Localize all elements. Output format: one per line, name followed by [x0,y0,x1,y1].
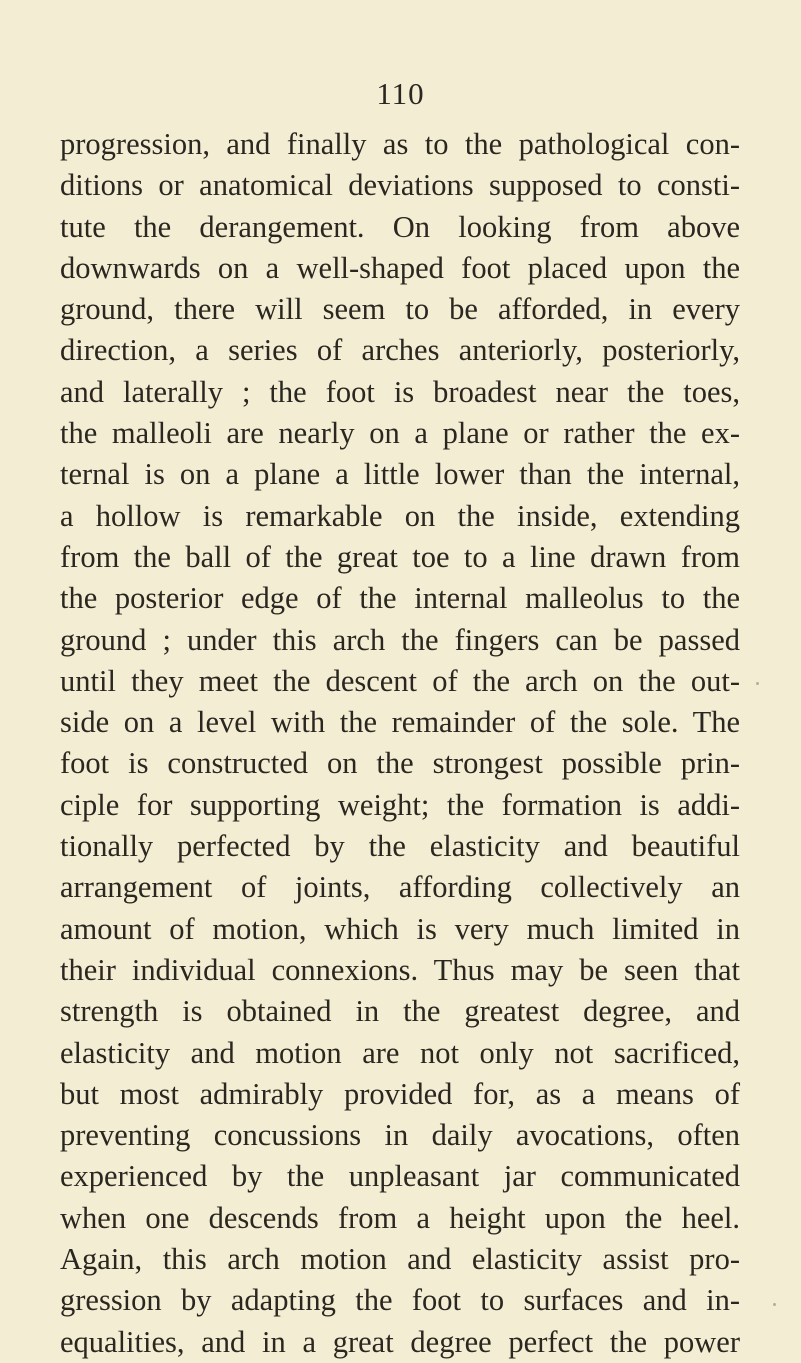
body-text [60,124,740,1363]
text-line: and laterally ; the foot is broadest near the toes, [60,374,740,409]
text-line: amount of motion, which is very much limited in [60,911,740,946]
paper-speck [773,1303,776,1306]
paper-speck [756,682,759,685]
text-line: ground, there will seem to be afforded, in every [60,292,740,327]
text-line: progression, and finally as to the pathological con- [60,127,740,161]
text-line: tute the derangement. On looking from above [60,209,740,244]
text-line: from the ball of the great toe to a line drawn from [60,539,740,574]
text-line: arrangement of joints, affording collectively an [60,870,740,905]
text-line: experienced by the unpleasant jar communicated [60,1159,740,1194]
text-line: a hollow is remarkable on the inside, extending [60,498,740,533]
text-line: foot is constructed on the strongest possible prin- [60,746,740,781]
text-line: gression by adapting the foot to surfaces and in- [60,1283,740,1318]
text-line: Again, this arch motion and elasticity assist pro- [60,1242,740,1277]
text-line: elasticity and motion are not only not sacrificed, [60,1035,740,1070]
text-line: side on a level with the remainder of the sole. The [60,705,740,740]
text-line: direction, a series of arches anteriorly, posteriorly, [60,333,740,368]
text-line: downwards on a well-shaped foot placed upon the [60,250,740,285]
text-line: strength is obtained in the greatest degree, and [60,994,740,1029]
text-line: the malleoli are nearly on a plane or rather the ex- [60,416,740,451]
text-line: but most admirably provided for, as a means of [60,1076,740,1111]
text-line: tionally perfected by the elasticity and beautiful [60,829,740,864]
text-line: their individual connexions. Thus may be seen that [60,952,740,987]
text-line: preventing concussions in daily avocations, often [60,1118,740,1153]
text-line: ternal is on a plane a little lower than the internal, [60,457,740,492]
page-number: 110 [376,76,425,111]
text-line: ground ; under this arch the fingers can be passed [60,622,740,657]
text-line: equalities, and in a great degree perfect the power [60,1324,740,1359]
text-line: the posterior edge of the internal malleolus to the [60,581,740,616]
text-line: ditions or anatomical deviations supposed to consti- [60,168,740,203]
text-line: when one descends from a height upon the heel. [60,1200,740,1235]
text-line: ciple for supporting weight; the formation is addi- [60,787,740,822]
text-line: until they meet the descent of the arch on the out- [60,663,740,698]
